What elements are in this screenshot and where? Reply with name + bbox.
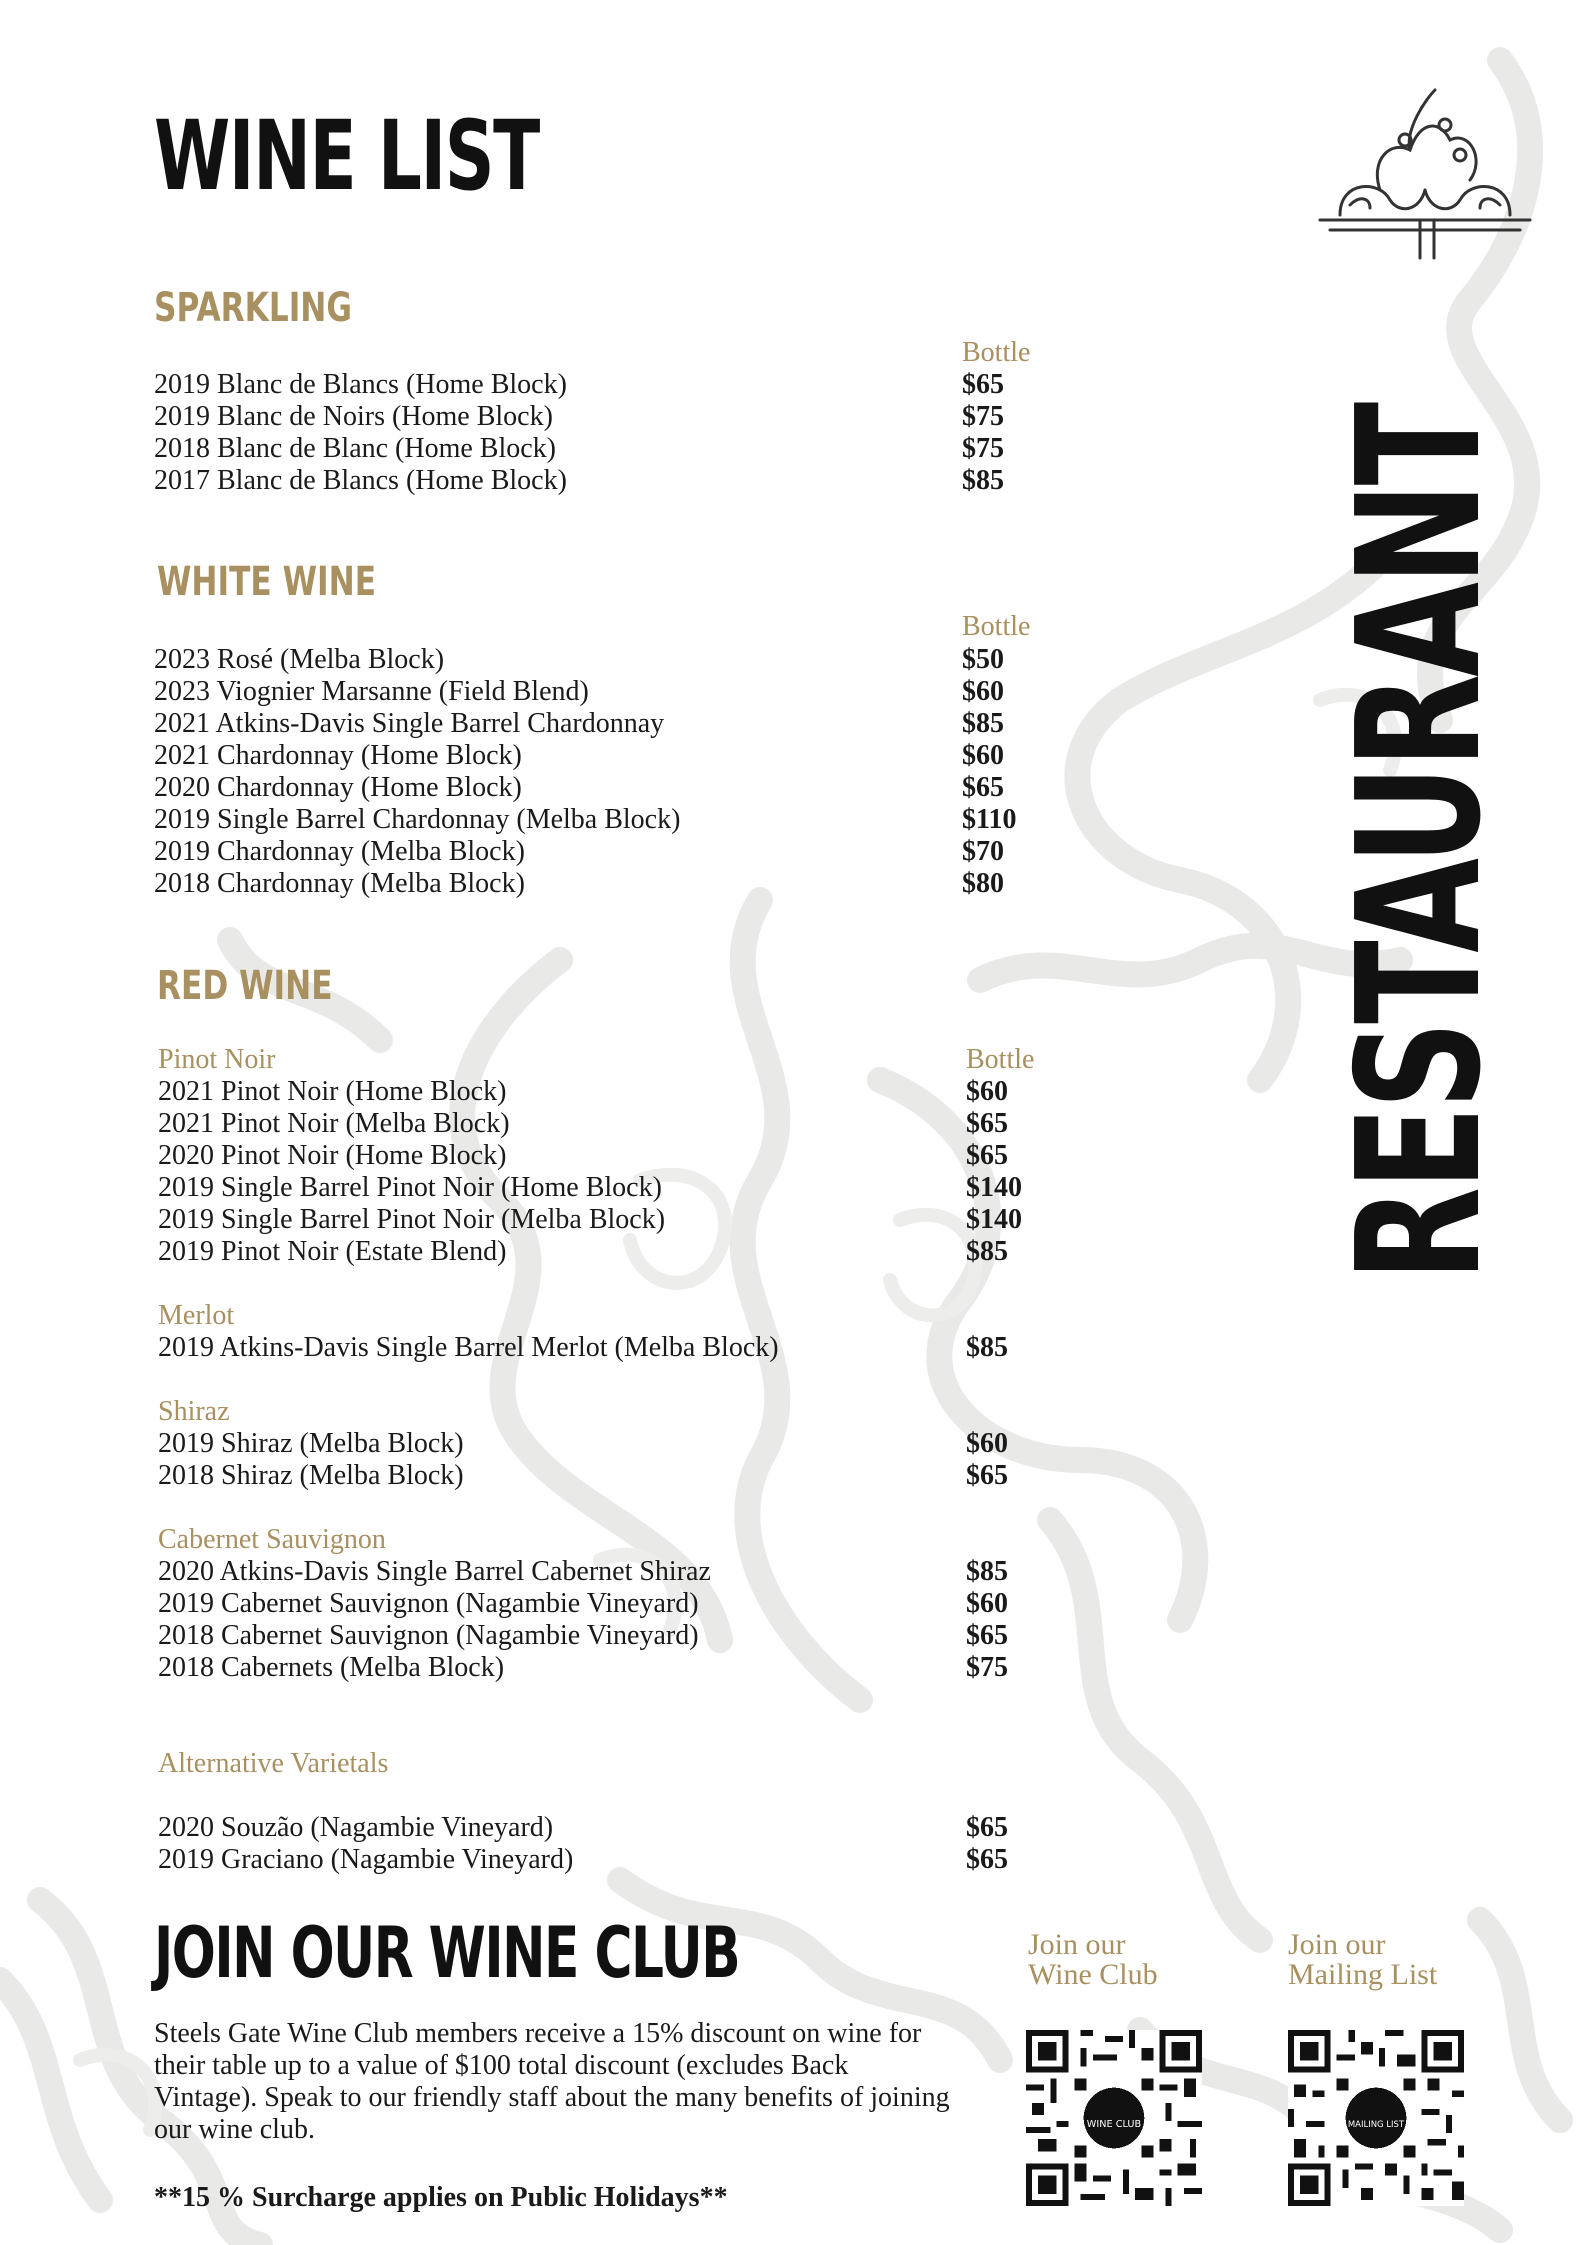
list-item: 2018 Chardonnay (Melba Block) <box>154 868 525 899</box>
white-wine-list <box>154 644 680 900</box>
qr-label-line: Join our <box>1288 1928 1386 1961</box>
list-item: 2018 Cabernets (Melba Block) <box>158 1652 505 1683</box>
list-item: 2019 Blanc de Noirs (Home Block) <box>154 401 553 432</box>
list-item: 2021 Atkins-Davis Single Barrel Chardonnay <box>154 708 665 739</box>
list-item: 2023 Rosé (Melba Block) <box>154 644 445 675</box>
sparkling-bottle-label: Bottle <box>962 337 1031 368</box>
list-item: 2021 Pinot Noir (Melba Block) <box>158 1108 510 1139</box>
wine-club-qr-code[interactable] <box>1026 2030 1202 2206</box>
list-item: 2019 Single Barrel Chardonnay (Melba Block) <box>154 804 681 835</box>
list-item: 2023 Viognier Marsanne (Field Blend) <box>154 676 589 707</box>
pinot-noir-price-list <box>966 1076 1022 1268</box>
price: $85 <box>966 1556 1008 1587</box>
qr-label-line: Join our <box>1028 1928 1126 1961</box>
list-item: 2020 Atkins-Davis Single Barrel Cabernet Shiraz <box>158 1556 711 1587</box>
alternative-varietals-list <box>158 1812 573 1876</box>
price: $75 <box>966 1652 1008 1683</box>
sparkling-heading: SPARKLING <box>154 285 353 331</box>
shiraz-price-list <box>966 1428 1008 1492</box>
price: $65 <box>966 1140 1008 1171</box>
merlot-price-list <box>966 1332 1008 1364</box>
price: $60 <box>962 676 1004 707</box>
alternative-varietals-price-list <box>966 1812 1008 1876</box>
qr-label-line: Wine Club <box>1028 1958 1158 1991</box>
price: $85 <box>966 1236 1008 1267</box>
mailing-list-qr-code[interactable] <box>1288 2030 1464 2206</box>
price: $140 <box>966 1172 1022 1203</box>
price: $85 <box>962 465 1004 496</box>
surcharge-note: **15 % Surcharge applies on Public Holidays** <box>154 2182 728 2213</box>
white-bottle-label: Bottle <box>962 611 1031 642</box>
price: $85 <box>966 1332 1008 1363</box>
list-item: 2018 Shiraz (Melba Block) <box>158 1460 464 1491</box>
mailing-list-qr-badge: MAILING LIST <box>1347 2120 1405 2131</box>
price: $50 <box>962 644 1004 675</box>
shiraz-list <box>158 1428 464 1492</box>
merlot-list <box>158 1332 779 1364</box>
price: $65 <box>966 1812 1008 1843</box>
shiraz-subheading: Shiraz <box>158 1396 230 1427</box>
list-item: 2019 Graciano (Nagambie Vineyard) <box>158 1844 574 1875</box>
sparkling-wine-list <box>154 369 567 497</box>
price: $75 <box>962 401 1004 432</box>
price: $65 <box>962 772 1004 803</box>
list-item: 2019 Single Barrel Pinot Noir (Melba Block) <box>158 1204 666 1235</box>
list-item: 2020 Chardonnay (Home Block) <box>154 772 522 803</box>
sparkling-price-list <box>962 369 1004 497</box>
price: $75 <box>962 433 1004 464</box>
list-item: 2019 Cabernet Sauvignon (Nagambie Vineyard) <box>158 1588 699 1619</box>
price: $65 <box>966 1620 1008 1651</box>
merlot-subheading: Merlot <box>158 1300 235 1331</box>
wine-club-qr-badge: WINE CLUB <box>1086 2119 1142 2131</box>
list-item: 2019 Single Barrel Pinot Noir (Home Block) <box>158 1172 662 1203</box>
price: $110 <box>962 804 1017 835</box>
list-item: 2018 Cabernet Sauvignon (Nagambie Vineyard) <box>158 1620 699 1651</box>
wine-club-description: Steels Gate Wine Club members receive a 15% discount on wine for their table up to a value of $100 total discount (excludes Back Vintage). Speak to our friendly staff about the many benefits of joining our wine club. <box>154 2018 950 2145</box>
alternative-varietals-subheading: Alternative Varietals <box>158 1748 389 1779</box>
wine-club-qr-label <box>1028 1930 1158 1990</box>
white-price-list <box>962 644 1016 900</box>
price: $65 <box>966 1108 1008 1139</box>
wine-gate-logo-icon <box>1310 80 1540 260</box>
list-item: 2021 Pinot Noir (Home Block) <box>158 1076 507 1107</box>
list-item: 2019 Blanc de Blancs (Home Block) <box>154 369 567 400</box>
price: $85 <box>962 708 1004 739</box>
price: $60 <box>966 1588 1008 1619</box>
list-item: 2021 Chardonnay (Home Block) <box>154 740 522 771</box>
cabernet-price-list <box>966 1556 1008 1684</box>
restaurant-vertical-text: RESTAURANT <box>1321 404 1519 1282</box>
wine-club-heading: JOIN OUR WINE CLUB <box>154 1912 740 1994</box>
red-bottle-label: Bottle <box>966 1044 1035 1075</box>
price: $65 <box>962 369 1004 400</box>
list-item: 2019 Atkins-Davis Single Barrel Merlot (Melba Block) <box>158 1332 779 1363</box>
price: $80 <box>962 868 1004 899</box>
list-item: 2020 Souzão (Nagambie Vineyard) <box>158 1812 554 1843</box>
page-title: WINE LIST <box>154 100 539 212</box>
list-item: 2017 Blanc de Blancs (Home Block) <box>154 465 567 496</box>
price: $65 <box>966 1844 1008 1875</box>
cabernet-subheading: Cabernet Sauvignon <box>158 1524 386 1555</box>
list-item: 2019 Shiraz (Melba Block) <box>158 1428 464 1459</box>
list-item: 2020 Pinot Noir (Home Block) <box>158 1140 507 1171</box>
price: $140 <box>966 1204 1022 1235</box>
price: $60 <box>966 1076 1008 1107</box>
restaurant-vertical-title <box>1321 378 1519 1308</box>
list-item: 2019 Chardonnay (Melba Block) <box>154 836 525 867</box>
white-wine-heading: WHITE WINE <box>157 559 377 605</box>
mailing-list-qr-label <box>1288 1930 1437 1990</box>
cabernet-list <box>158 1556 711 1684</box>
pinot-noir-list <box>158 1076 665 1268</box>
list-item: 2018 Blanc de Blanc (Home Block) <box>154 433 557 464</box>
price: $60 <box>962 740 1004 771</box>
red-wine-heading: RED WINE <box>157 963 333 1009</box>
price: $70 <box>962 836 1004 867</box>
list-item: 2019 Pinot Noir (Estate Blend) <box>158 1236 507 1267</box>
price: $60 <box>966 1428 1008 1459</box>
pinot-noir-subheading: Pinot Noir <box>158 1044 276 1075</box>
price: $65 <box>966 1460 1008 1491</box>
qr-label-line: Mailing List <box>1288 1958 1438 1991</box>
